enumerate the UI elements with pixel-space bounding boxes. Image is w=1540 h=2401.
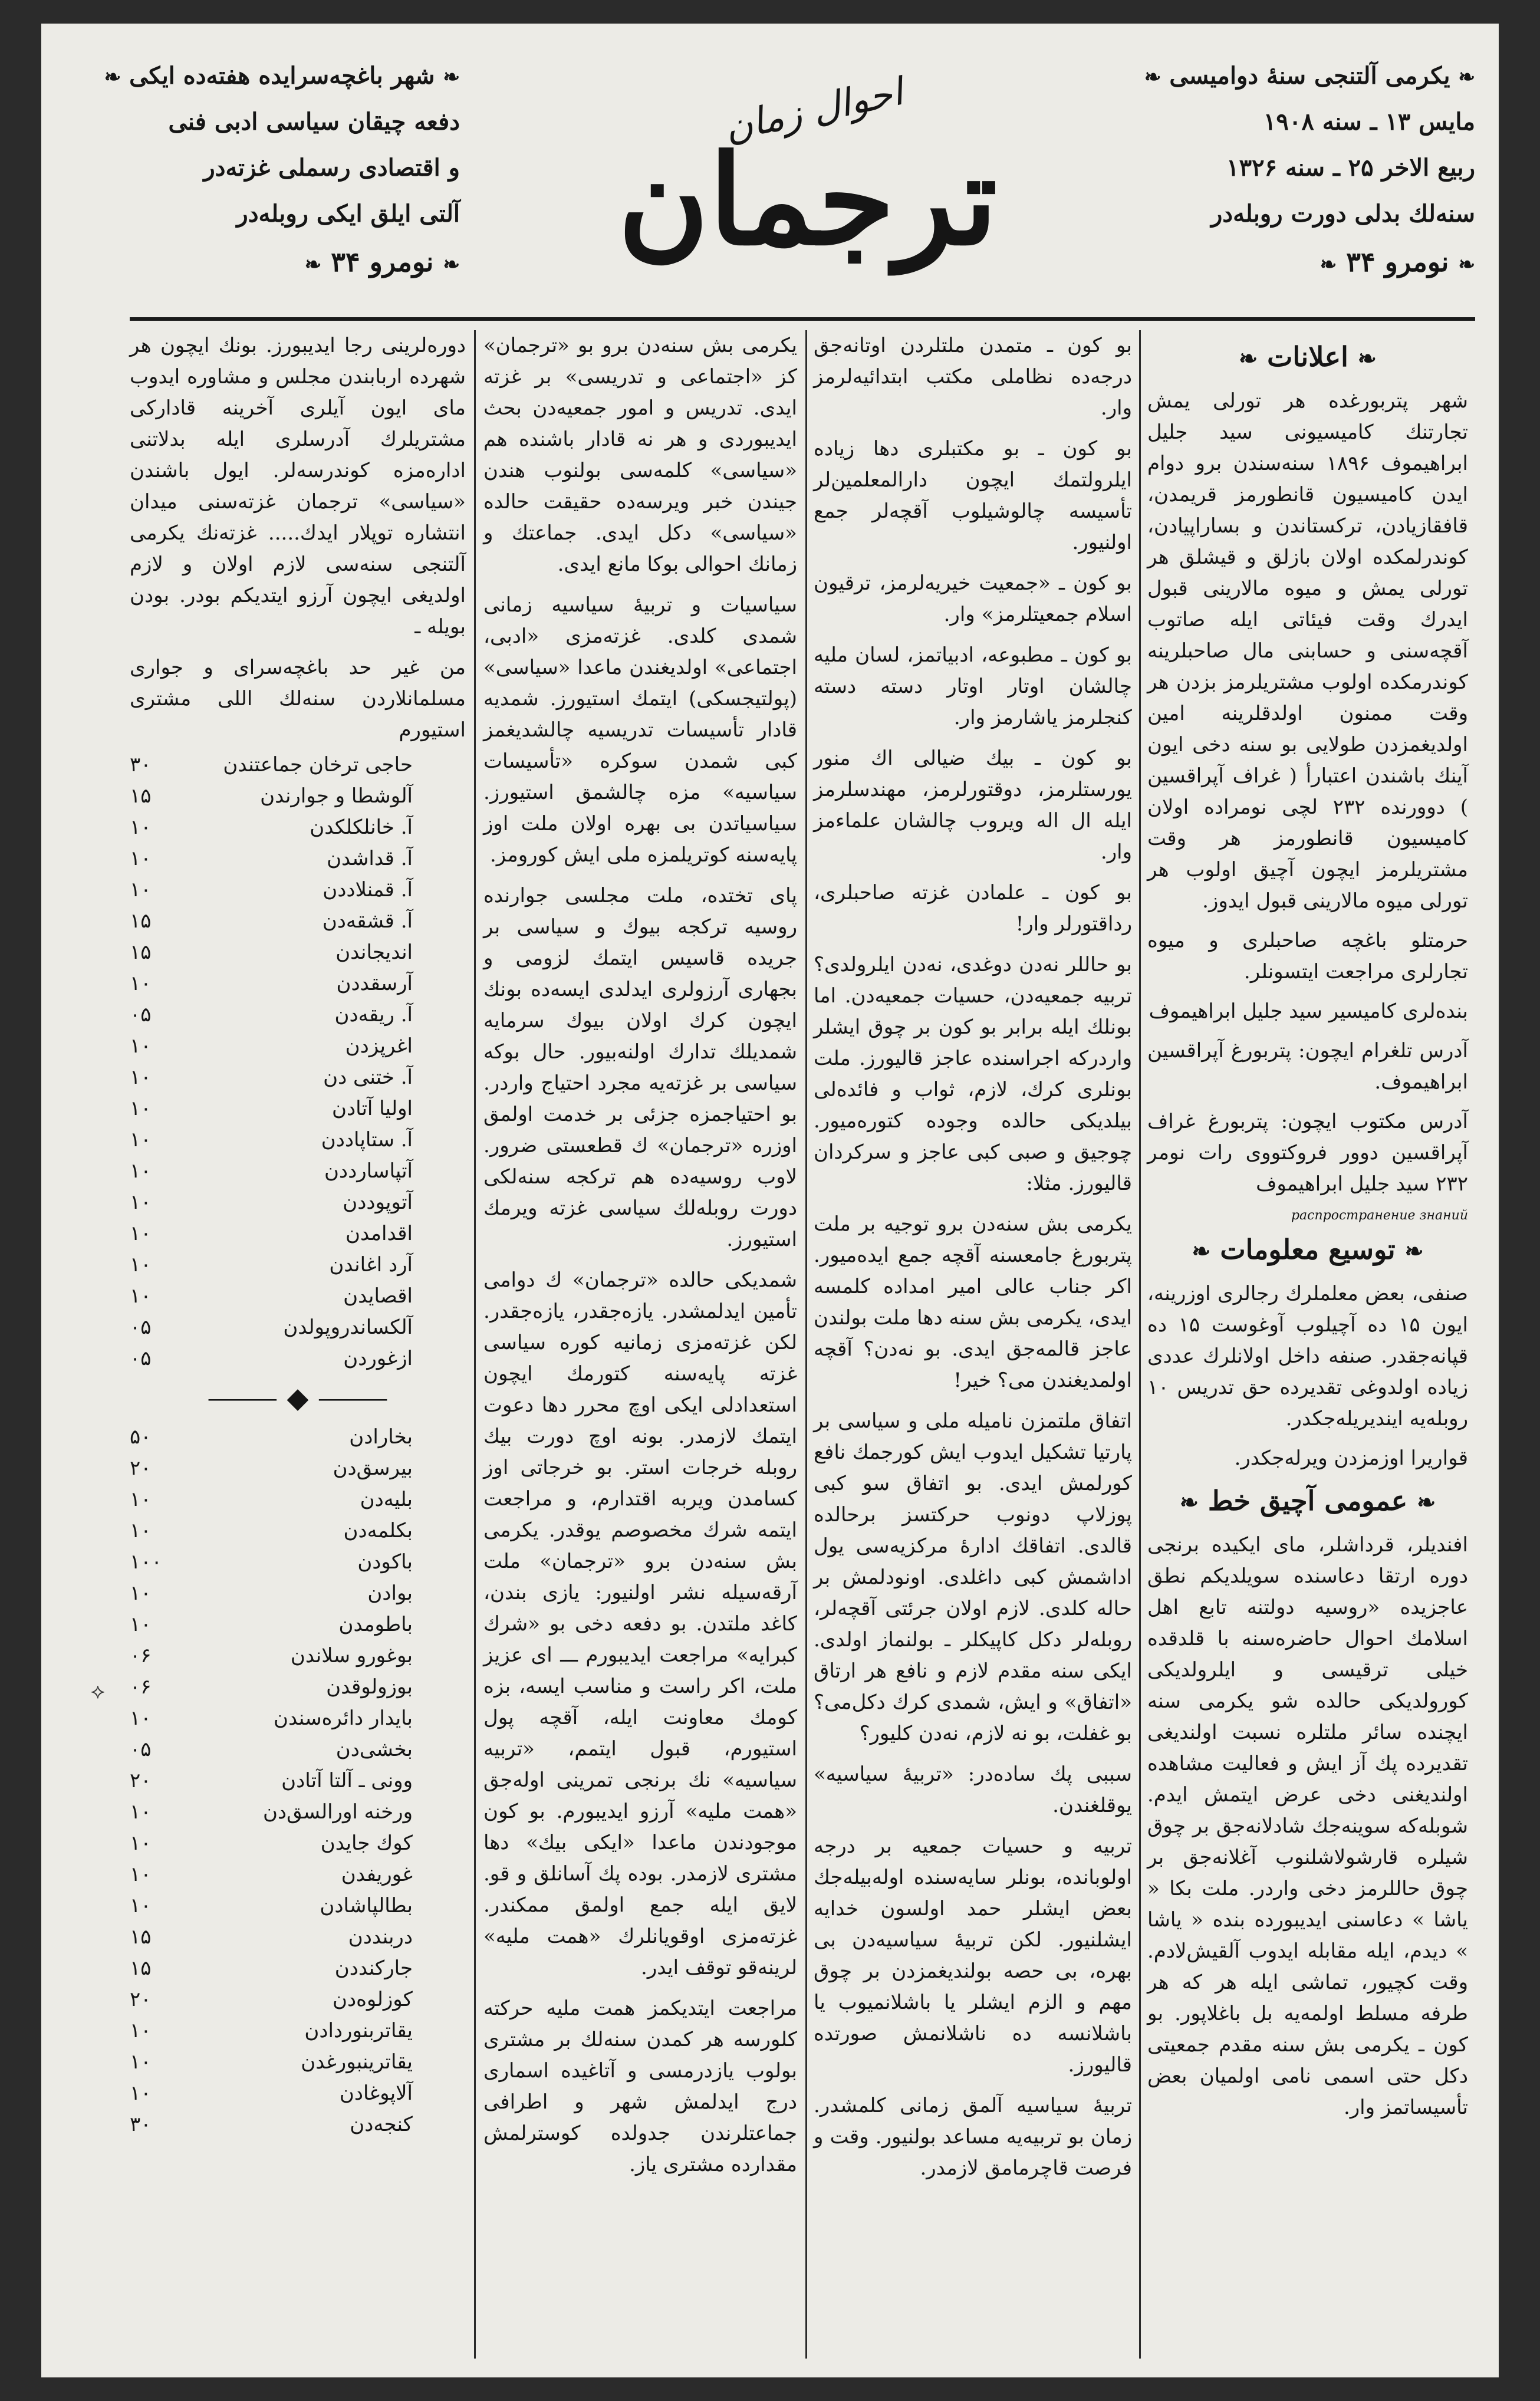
- newspaper-title: ترجمان: [618, 127, 998, 273]
- subscriber-quota-row: [130, 1984, 466, 2015]
- annual-price-text: سنه‌لك بدلی دورت روبله‌در: [1210, 200, 1475, 228]
- subscriber-quota-row: [130, 749, 466, 781]
- subscriber-quota: ۱۰: [130, 1831, 152, 1855]
- subscriber-quota: ۲۰: [130, 1988, 152, 2011]
- community-name: آ. ستاپاددن: [321, 1128, 413, 1152]
- ornament-icon: ❧: [1357, 345, 1377, 371]
- ornament-icon: ❧: [1404, 1238, 1424, 1264]
- issue-number-label: نومرو: [369, 246, 434, 278]
- halfyear-price-text: آلتی ایلق ایکی روبله‌در: [236, 200, 460, 228]
- gregorian-date-text: مایس ۱۳ ـ سنه ۱۹۰۸: [1263, 108, 1475, 136]
- community-name: آتوپوددن: [343, 1190, 413, 1214]
- subscriber-quota: ۱۰: [130, 1894, 152, 1917]
- community-name: غوریفدن: [341, 1863, 413, 1886]
- subscriber-quota-row: [130, 1547, 466, 1578]
- subscriber-quota-row: [130, 1515, 466, 1547]
- issue-number-line-right: [1127, 237, 1475, 287]
- subscriber-quota: ۱۰: [130, 2050, 152, 2074]
- official-status-line: [112, 145, 460, 191]
- subscriber-quota: ۱۵: [130, 940, 152, 964]
- article-paragraph: بو کون ـ مطبوعه، ادبیاتمز، لسان ملیه چالشان اوتار اوتار دسته دسته کنجلرمز یاشارمز وار.: [814, 643, 1132, 729]
- subscriber-quota: ۱۰: [130, 2081, 152, 2105]
- article-paragraph: بو کون ـ بو مکتبلری دها زیاده ایلرولتمك ایچون دارالمعلمین‌لر تأسیسه چالوشیلوب آقچه‌لر جمع اولنیور.: [814, 437, 1132, 554]
- info-sign: قواریرا اوزمزدن ویرله‌جکدر.: [1234, 1446, 1468, 1470]
- subscriber-quota-row: [130, 1249, 466, 1281]
- community-name: آلوشطا و جوارندن: [260, 784, 413, 808]
- subscriber-quota: ۱۵: [130, 1956, 152, 1980]
- community-name: آ. قمنلاددن: [323, 878, 413, 902]
- subscriber-quota-row: [130, 812, 466, 843]
- subscriber-list-group-2: [130, 1422, 466, 2140]
- issue-number: ۳۴: [331, 246, 360, 278]
- margin-mark-icon: ⟡: [91, 1679, 105, 1703]
- subscriber-quota: ۱۰: [130, 1581, 152, 1605]
- community-name: بخارادن: [349, 1425, 413, 1449]
- subscriber-quota: ۰۶: [130, 1675, 152, 1699]
- article-paragraph: بو کون ـ «جمعیت خیریه‌لرمز، ترقیون اسلام جمعیتلرمز» وار.: [814, 571, 1132, 626]
- annual-price-line: [1127, 191, 1475, 237]
- subscriber-quota: ۱۰: [130, 1190, 152, 1214]
- official-status-text: و اقتصادی رسملی غزته‌در: [203, 154, 460, 182]
- ornament-icon: ❧: [304, 253, 322, 277]
- subscriber-quota-row: [130, 1703, 466, 1734]
- subscriber-quota-row: [130, 1453, 466, 1484]
- subscriber-quota: ۱۰: [130, 1128, 152, 1152]
- community-name: بطالپاشادن: [320, 1894, 413, 1917]
- subscriber-quota: ۱۰: [130, 1222, 152, 1245]
- open-letter-text: افندیلر، قرداشلر، مای ایکیده برنجی دوره ارتقا دعاسنده سویلدیکم نطق عاجزیده «روسیه دولتنه تابع اهل اسلامك احوال حاضره‌سنه با قلدقده خیلی ترقیسی و ایلرولدیکی کورولدیکی حالده شو یکرمی سنه ایچنده سائر ملتلره نسبت اولندیغی تقدیرده پك آز ایش و فعالیت مشاهده اولندیغنی دخی عرض ایتمش ایدم. شوبله‌که سوینه‌جك شادلانه‌جق بر چوق شیلره قارشولاشلنوب آغلانه‌جق بر چوق حاللرمز دخی واردر. ملت بکا « یاشا » دعاسنی ایدیبورده بنده « یاشا » دیدم، ایله مقابله ایدوب آلقیش‌لادم. وقت کچیور، تماشی ایله هر که هر طرفه مسلط اولمه‌یه بل باغلاپور. بو کون ـ یکرمی بش سنه مقدم جمعیتی دکل حتی اسمی نامی اولمیان بعض تأسیساتمز وار.: [1147, 1533, 1468, 2119]
- subscriber-quota-row: [130, 1859, 466, 1890]
- ad-signature: بنده‌لری کامیسیر سید جلیل ابراهیموف: [1149, 999, 1468, 1023]
- article-paragraph: سببی پك ساده‌در: «تربیهٔ سیاسیه» یوقلغندن.: [814, 1762, 1132, 1817]
- subscriber-quota: ۱۰۰: [130, 1550, 162, 1574]
- subscriber-quota-row: [130, 2109, 466, 2140]
- subscriber-quota-row: [130, 1422, 466, 1453]
- library-stamp: распространение знаний: [1291, 1208, 1468, 1223]
- subscriber-quota: ۱۰: [130, 1519, 152, 1542]
- subscriber-quota-row: [130, 1484, 466, 1515]
- subscriber-quota-row: [130, 1281, 466, 1312]
- community-name: ازغوردن: [343, 1347, 413, 1370]
- community-name: بوزولوقدن: [326, 1675, 413, 1699]
- info-heading-text: توسیع معلومات: [1220, 1234, 1396, 1265]
- subscriber-quota: ۱۰: [130, 1706, 152, 1730]
- subscriber-quota-row: [130, 1312, 466, 1343]
- open-letter: [1147, 1530, 1468, 2123]
- issue-year-line: [1127, 53, 1475, 99]
- community-name: بخشی‌دن: [335, 1738, 413, 1761]
- community-name: ورخنه اورالسق‌دن: [262, 1800, 413, 1824]
- subscriber-quota: ۵۰: [130, 1425, 152, 1449]
- community-name: اقصایدن: [343, 1284, 413, 1308]
- article-paragraph: شمدیکی حالده «ترجمان» ك دوامی تأمین ایدلمشدر. یازه‌جقدر، یازه‌جقدر. لکن غزته‌مزی زمانیه کوره سیاسی غزته پایه‌سنه کتورمك ایچون استعدادلی ایکی اوچ محرر دها دعوت ایتمك لازمدر. بونه اوچ دورت بیك روبله خرجات استر. بو خرجاتی اوز کسامدن ویربه اقتدارم، و مراجعت ایتمه شرك مخصوصم یوقدر. یکرمی بش سنه‌دن برو «ترجمان» ملت آرقه‌سیله نشر اولنیور: یازی بندن، کاغد ملتدن. بو دفعه دخی بو «شرك کبرایه» مراجعت ایدیبورم ـــ ای عزیز ملت، اکر راست و مناسب ایسه، بزه کومك معاونت ایله، آقچه پول استیورم، قبول ایتمم، «تربیه سیاسیه» نك برنجی تمرینی اوله‌جق «همت ملیه» آرزو ایدیبورم. بو کون موجودندن ماعدا «ایکی بیك» دها مشتری لازمدر. بوده پك آسانلق و قو. لایق ایله جمع اولمق ممکندر. غزته‌مزی اوقویانلرك «همت ملیه» لرینه‌قو توقف ایدر.: [483, 1268, 797, 1979]
- announcements-heading-text: اعلانات: [1267, 341, 1348, 373]
- subscriber-quota: ۰۵: [130, 1003, 152, 1027]
- community-name: آلکساندروپولدن: [283, 1315, 413, 1339]
- community-name: آ. خانلکلکدن: [310, 815, 413, 839]
- article-paragraph: بو کون ـ علمادن غزته صاحبلری، رداقتورلر وار!: [814, 881, 1132, 936]
- appeal-continuation: [130, 330, 466, 643]
- community-name: آ. ختنی دن: [323, 1065, 413, 1089]
- column-divider: [474, 330, 476, 2359]
- appeal-text: دوره‌لرینی رجا ایدیبورز. بونك ایچون هر شهرده اربابندن مجلس و مشاوره ایدوب مای ایون آیلری آخرینه قادارکی مشتریلرك آدرسلری ایله بدلاتنی اداره‌مزه کوندرسه‌لر. ایول باشندن «سیاسی» ترجمان غزته‌سنی میدان انتشاره توپلار ایدك..... غزته‌نك یکرمی آلتنجی سنه‌سی لازم اولان و لازم اولدیغی ایچون آرزو ایتدیکم بودر. بودن بویله ـ: [130, 334, 466, 639]
- ornament-icon: ❧: [1239, 345, 1258, 371]
- article-paragraph: پای تختده، ملت مجلسی جوارنده روسیه ترکجه بیوك و سیاسی بر جریده قاسیس ایتمك لزومی و بجهاری آرزولری ایدلدی ایسه‌ده بونك ایچون کرك اولان بیوك سرمایه شمدیلك تدارك اولنه‌بیور. حال بوکه سیاسی بر غزته‌یه مجرد احتیاج واردر. بو احتیاجمزه جزئی بر خدمت اولمق اوزره «ترجمان» ك قطعستی ضرور. لاوب روسیه‌ده هم ترکجه سنه‌لکی دورت روبله‌لك سیاسی غزته ویرمك استیورز.: [483, 884, 797, 1251]
- ornament-icon: ❧: [1458, 65, 1475, 89]
- info-notice: [1147, 1278, 1468, 1474]
- subscriber-quota-row: [130, 968, 466, 999]
- subscriber-quota-row: [130, 843, 466, 874]
- masthead-left-info: [104, 53, 460, 287]
- article-paragraph: یکرمی بش سنه‌دن برو بو «ترجمان» کز «اجتماعی و تدریسی» بر غزته ایدی. تدریس و امور جمعیه‌دن بحث ایدیبوردی و هر نه قادار باشنده هم «سیاسی» کلمه‌سی بولنوب هندن جیندن خبر ویرسه‌ده حقیقت حالده «سیاسی» دکل ایدی. جماعتك و زمانك احوالی بوکا مانع ایدی.: [483, 334, 797, 576]
- subscriber-quota: ۱۰: [130, 815, 152, 839]
- subscriber-quota-row: [130, 874, 466, 906]
- column-article-part2: [483, 330, 797, 2359]
- community-name: کنجه‌دن: [350, 2113, 413, 2136]
- subscriber-quota: ۱۰: [130, 972, 152, 995]
- subscriber-quota-row: [130, 1672, 466, 1703]
- community-name: یقاترینبورغدن: [301, 2050, 413, 2074]
- subscriber-quota: ۰۵: [130, 1738, 152, 1761]
- subscriber-quota: ۱۰: [130, 1284, 152, 1308]
- community-name: آ. قداشدن: [327, 847, 413, 870]
- ornament-icon: ❧: [443, 65, 460, 89]
- subscriber-quota-row: [130, 1062, 466, 1093]
- open-letter-heading: [1147, 1485, 1468, 1517]
- community-name: آتپاسارددن: [324, 1159, 413, 1183]
- columns: [130, 330, 1474, 2359]
- list-separator: ⸻ ◆ ⸻: [207, 1382, 389, 1415]
- subscriber-quota: ۱۰: [130, 1253, 152, 1277]
- hijri-date-text: ربیع الاخر ۲۵ ـ سنه ۱۳۲۶: [1226, 154, 1475, 182]
- subscriber-quota-row: [130, 906, 466, 937]
- subscriber-quota-row: [130, 1124, 466, 1156]
- subscriber-quota-row: [130, 1890, 466, 1922]
- subscriber-quota-row: [130, 1187, 466, 1218]
- ad-paragraph: حرمتلو باغچه صاحبلری و میوه تجارلری مراجعت ایتسونلر.: [1147, 929, 1468, 984]
- community-name: اقدامدن: [345, 1222, 413, 1245]
- subscriber-quota: ۳۰: [130, 753, 152, 777]
- publication-frequency-text: شهر باغچه‌سرایده هفته‌ده ایکی: [129, 62, 435, 90]
- subscriber-quota-row: [130, 937, 466, 968]
- subscriber-quota: ۱۵: [130, 909, 152, 933]
- subscriber-quota: ۱۰: [130, 2019, 152, 2043]
- community-name: آ. قشقه‌دن: [322, 909, 413, 933]
- subscriber-quota: ۱۵: [130, 784, 152, 808]
- ad-mail-address: آدرس مکتوب ایچون: پتربورغ غراف آپراقسین دوور فروکتووی رات نومر ۲۳۲ سید جلیل ابراهیموف: [1147, 1110, 1468, 1196]
- subscriber-quota: ۱۵: [130, 1925, 152, 1949]
- masthead: [41, 24, 1499, 318]
- community-name: وونی ـ آلتا آتادن: [281, 1769, 413, 1792]
- subscriber-quota: ۱۰: [130, 1034, 152, 1058]
- community-name: جارکنددن: [334, 1956, 413, 1980]
- community-name: آرد اغاندن: [329, 1253, 413, 1277]
- community-name: بلیه‌دن: [360, 1488, 413, 1511]
- subscriber-quota-row: [130, 1765, 466, 1797]
- halfyear-price-line: [112, 191, 460, 237]
- issue-number: ۳۴: [1346, 246, 1376, 278]
- ad-paragraph: شهر پتربورغده هر تورلی یمش تجارتنك کامیسیونی سید جلیل ابراهیموف ۱۸۹۶ سنه‌سندن برو دوام ایدن کامیسیون قانطورمز قریمدن، قافقازیادن، ترکستاندن و بساراپیادن، کوندرلمکده اولان بازلق و قیشلق هر تورلی یمش و میوه مالارینی قبول ایدرك وقت فیئاتی ایله صاتوب آقچه‌سنی و حسابنی مال صاحبلرینه کوندرمکده اولوب مشتریلرمز بزدن هر وقت ممنون اولدقلرینه امین اولدیغمزدن طولایی بو سنه دخی ایون آینك باشندن اعتبارأ ( غراف آپراقسین ) دوورنده ۲۳۲ لچی نومراده اولان کامیسیون قانطورمز هر وقت مشتریلرمز ایچون آچیق اولوب هر تورلی میوه مالارینی قبول ایدوز.: [1147, 389, 1469, 913]
- subscriber-quota-row: [130, 1218, 466, 1249]
- column-article-part1: [814, 330, 1132, 2359]
- subscriber-quota-row: [130, 1797, 466, 1828]
- community-name: باطومدن: [338, 1613, 413, 1636]
- ornament-icon: ❧: [1144, 65, 1161, 89]
- article-paragraph: سیاسیات و تربیهٔ سیاسیه زمانی شمدی کلدی. غزته‌مزی «ادبی، اجتماعی» اولدیغندن ماعدا «سیاسی» (پولتیجسکی) ایتمك استیورز. شمدیه قادار تأسیسات تدریسیه چالشدیغمز کبی شمدن سوکره «تأسیسات سیاسیه» مزه چالشمق استیورز. سیاسیاتدن بی بهره اولان ملت اوز پایه‌سنه کوتریلمزه ملی ایش کورومز.: [483, 593, 797, 867]
- column-subscriber-list: [130, 330, 466, 2359]
- subscriber-quota: ۳۰: [130, 2113, 152, 2136]
- community-name: بکلمه‌دن: [343, 1519, 413, 1542]
- publication-frequency-line: [104, 53, 460, 99]
- newspaper-page: [41, 24, 1499, 2377]
- article-paragraph: بو حاللر نه‌دن دوغدی، نه‌دن ایلرولدی؟ تربیه جمعیه‌دن، حسیات جمعیه‌دن. اما بونلك ایله برابر بو کون بر چوق ایشلر واردرکه اجراسنده عاجز قالیورز. ملت بونلری کرك، لازم، ثواب و فائده‌لی بیلدیکی حالده وجوده کتوره‌میور. چوجیق و صبی کبی عاجز و سرکردان قالیورز. مثلا:: [814, 953, 1132, 1195]
- gregorian-date-line: [1127, 99, 1475, 145]
- community-name: دربنددن: [348, 1925, 413, 1949]
- ornament-icon: ❧: [1458, 253, 1475, 277]
- subscriber-quota-row: [130, 2047, 466, 2078]
- article-paragraph: بو کون ـ بیك ضیالی اك منور یورستلرمز، دوقتورلرمز، مهندسلرمز ایله ال اله ویروب چالشان علماء‌مز وار.: [814, 746, 1132, 864]
- community-name: آلاپوغادن: [339, 2081, 413, 2105]
- issue-number-line-left: [112, 237, 460, 287]
- community-name: حاجی ترخان جماعتندن: [223, 753, 413, 777]
- masthead-divider: [130, 317, 1475, 321]
- subscriber-quota-row: [130, 1031, 466, 1062]
- subscriber-quota-row: [130, 1156, 466, 1187]
- community-name: بوادن: [367, 1581, 413, 1605]
- ornament-icon: ❧: [104, 65, 121, 89]
- ornament-icon: ❧: [1179, 1489, 1199, 1515]
- subscriber-quota-row: [130, 1640, 466, 1672]
- newspaper-title-block: [537, 47, 1079, 307]
- subscriber-quota-row: [130, 1609, 466, 1640]
- issue-number-label: نومرو: [1384, 246, 1449, 278]
- subscriber-quota-row: [130, 1093, 466, 1124]
- community-name: باکودن: [357, 1550, 413, 1574]
- column-divider: [1139, 330, 1141, 2359]
- subscriber-quota-row: [130, 781, 466, 812]
- ornament-icon: ❧: [443, 253, 460, 277]
- column-announcements: [1147, 330, 1468, 2359]
- community-name: بیرسق‌دن: [333, 1456, 413, 1480]
- subscriber-list-intro: من غیر حد باغچه‌سرای و جواری مسلمانلاردن سنه‌لك اللی مشتری استیورم: [130, 656, 466, 742]
- issue-year-text: یکرمی آلتنجی سنهٔ دوامیسی: [1169, 62, 1450, 90]
- community-name: اندیجاندن: [335, 940, 413, 964]
- article-paragraph: بو کون ـ متمدن ملتلردن اوتانه‌جق درجه‌ده نظاملی مکتب ابتدائیه‌لرمز وار.: [814, 334, 1132, 420]
- community-name: اولیا آتادن: [331, 1097, 413, 1120]
- community-name: بوغورو سلاندن: [290, 1644, 413, 1667]
- ornament-icon: ❧: [1192, 1238, 1211, 1264]
- info-heading: [1147, 1234, 1468, 1265]
- ad-telegram-address: آدرس تلغرام ایچون: پتربورغ آپراقسین ابراهیموف.: [1147, 1039, 1468, 1094]
- ornament-icon: ❧: [1417, 1489, 1436, 1515]
- subscriber-quota: ۱۰: [130, 847, 152, 870]
- article-paragraph: مراجعت ایتدیکمز همت ملیه حرکته کلورسه هر کمدن سنه‌لك بر مشتری بولوب یازدرمسی و آتاغیده اسماری درج ایدلمش شهر و اطرافی جماعتلرندن جدولده کوسترلمش مقدارده مشتری یاز.: [483, 1997, 797, 2176]
- subscriber-quota: ۱۰: [130, 1863, 152, 1886]
- subscriber-quota-row: [130, 1578, 466, 1609]
- subscriber-list-group-1: [130, 749, 466, 1374]
- community-name: آرسقددن: [336, 972, 413, 995]
- subscriber-quota: ۰۵: [130, 1315, 152, 1339]
- newspaper-subtitle: احوال زمان: [720, 70, 907, 151]
- article-paragraph: تربیه و حسیات جمعیه بر درجه اولوبانده، بونلر سایه‌سنده اوله‌بیله‌جك بعض ایشلر حمد اولسون خدایه ایشلنیور. لکن تربیهٔ سیاسیه‌دن بی بهره، بی حصه بولندیغمزدن بر چوق مهم و الزم ایشلر یا باشلانمیوب یا باشلانسه ده ناشلانمش صورتده قالیورز.: [814, 1834, 1132, 2077]
- community-name: یقاتربنوردادن: [304, 2019, 413, 2043]
- subscriber-quota: ۲۰: [130, 1769, 152, 1792]
- subscriber-quota: ۱۰: [130, 1488, 152, 1511]
- subscriber-quota-row: [130, 1828, 466, 1859]
- subscriber-quota: ۲۰: [130, 1456, 152, 1480]
- subscriber-quota: ۰۶: [130, 1644, 152, 1667]
- open-letter-heading-text: عمومی آچیق خط: [1207, 1485, 1408, 1517]
- community-name: آ. ریقه‌دن: [334, 1003, 413, 1027]
- hijri-date-line: [1127, 145, 1475, 191]
- community-name: کوزلوه‌دن: [332, 1988, 413, 2011]
- subscriber-quota-row: [130, 2015, 466, 2047]
- subscriber-quota: ۱۰: [130, 1159, 152, 1183]
- subscriber-quota: ۱۰: [130, 1800, 152, 1824]
- subscriber-quota-row: [130, 2078, 466, 2109]
- community-name: بایدار دائره‌سندن: [274, 1706, 413, 1730]
- subscriber-quota: ۱۰: [130, 1065, 152, 1089]
- announcements-heading: [1147, 341, 1468, 373]
- subscriber-quota: ۱۰: [130, 1097, 152, 1120]
- subscriber-quota-row: [130, 999, 466, 1031]
- article-paragraph: تربیهٔ سیاسیه آلمق زمانی کلمشدر. زمان بو تربیه‌یه مساعد بولنیور. وقت و فرصت قاچرمامق لازمدر.: [814, 2094, 1132, 2180]
- subscriber-quota-row: [130, 1734, 466, 1765]
- community-name: اغرپزدن: [345, 1034, 413, 1058]
- subscriber-quota: ۱۰: [130, 878, 152, 902]
- subscriber-quota-row: [130, 1922, 466, 1953]
- subscriber-quota: ۱۰: [130, 1613, 152, 1636]
- article-paragraph: یکرمی بش سنه‌دن برو توجیه بر ملت پتربورغ جامعسنه آقچه جمع ایده‌میور. اکر جناب عالی امیر امداده کلمسه ایدی، یکرمی بش سنه دها ملت بولندن عاجز قالمه‌جق ایدی. بو نه‌دن؟ آقچه اولمدیغندن می؟ خیر!: [814, 1212, 1132, 1392]
- masthead-right-info: [1127, 53, 1475, 287]
- subscriber-quota-row: [130, 1343, 466, 1374]
- info-text: صنفی، بعض معلملرك رجالری اوزرینه، ایون ۱۵ ده آچیلوب آوغوست ۱۵ ده قپانه‌جقدر. صنفه داخل اولانلرك عددی زیاده اولدوغی تقدیرده حق تدریس ۱۰ روبله‌یه ایندیریله‌جکدر.: [1147, 1282, 1468, 1430]
- article-paragraph: اتفاق ملتمزن نامیله ملی و سیاسی بر پارتیا تشکیل ایدوب ایش کورجمك نافع کورلمش ایدی. بو اتفاق سو کبی پوزلاپ دونوب حرکتسز برحالده قالدی. اتفاقك ادارهٔ مرکزیه‌سی یول اداشمش کبی داغلدی. اونودلمش بر حاله کلدی. لازم اولان جرئتی آقچه‌لر، روبله‌لر دکل کاپیکلر ـ بولنماز اولدی. ایکی سنه مقدم لازم و نافع هر ارتاق «اتفاق» و ایش، شمدی کرك دکل‌می؟ بو غفلت، بو نه لازم، نه‌دن کلیور؟: [814, 1409, 1132, 1745]
- commission-advertisement: [1147, 386, 1468, 1200]
- column-divider: [805, 330, 807, 2359]
- newspaper-type-text: دفعه چیقان سیاسی ادبی فنی: [168, 108, 460, 136]
- community-name: کوك جایدن: [320, 1831, 413, 1855]
- subscriber-quota: ۰۵: [130, 1347, 152, 1370]
- newspaper-type-line: [112, 99, 460, 145]
- subscriber-quota-row: [130, 1953, 466, 1984]
- ornament-icon: ❧: [1319, 253, 1337, 277]
